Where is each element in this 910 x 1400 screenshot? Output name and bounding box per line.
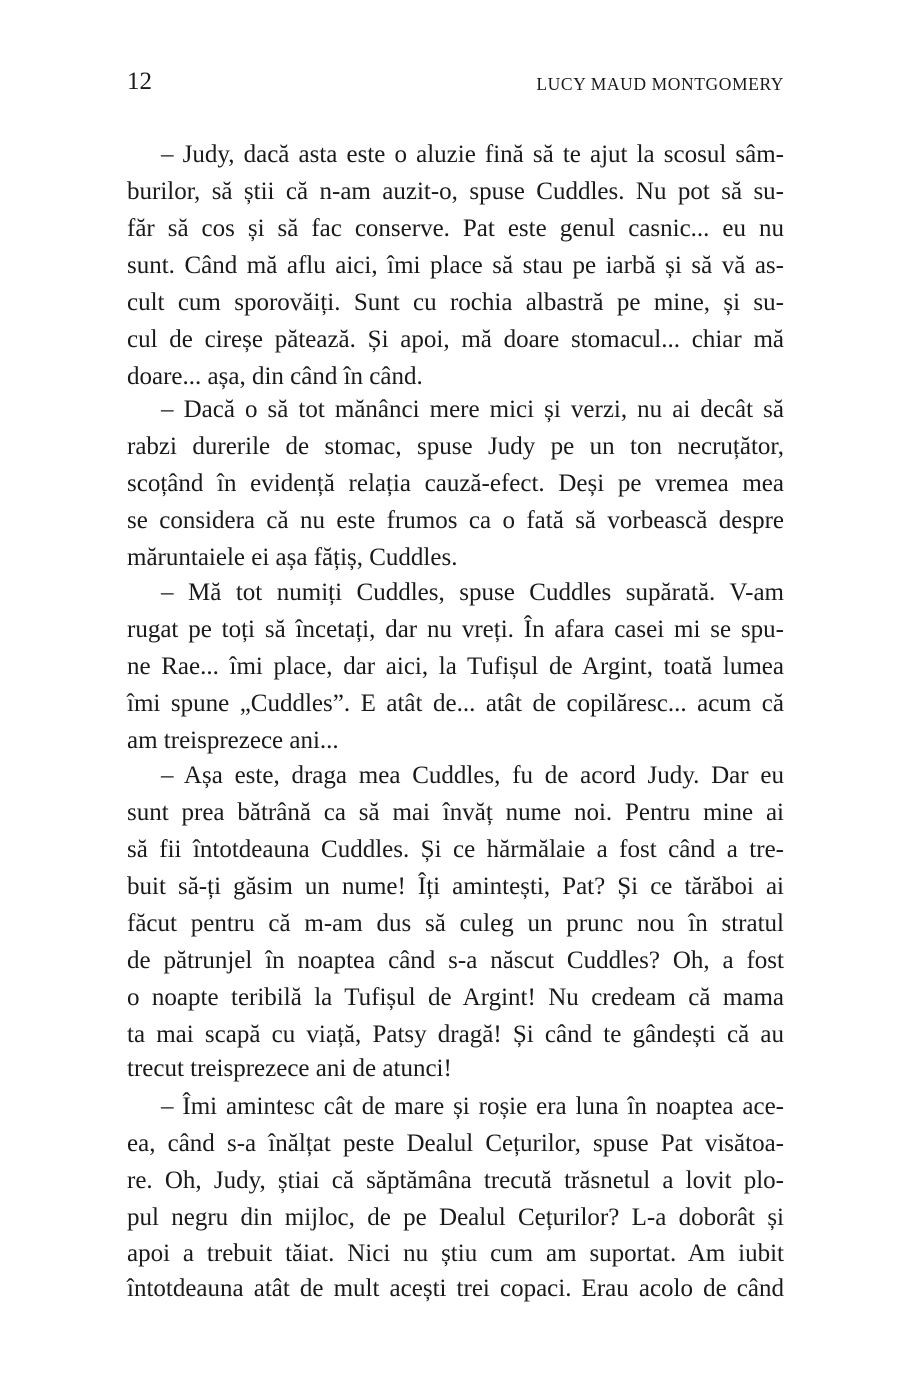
text-line: buit să-ți găsim un nume! Îți amintești, Pat? Și ce tărăboi ai [127,873,784,900]
text-line: cul de cireșe pătează. Și apoi, mă doare stomacul... chiar mă [127,326,784,353]
text-line: sunt. Când mă aflu aici, îmi place să stau pe iarbă și să vă as- [127,252,784,279]
text-line: rabzi durerile de stomac, spuse Judy pe un ton necruțător, [127,433,784,460]
text-line: să fii întotdeauna Cuddles. Și ce hărmălaie a fost când a tre- [127,836,784,863]
text-line: apoi a trebuit tăiat. Nici nu știu cum am suportat. Am iubit [127,1240,784,1267]
running-head: LUCY MAUD MONTGOMERY [536,74,784,94]
text-line: se considera că nu este frumos ca o fată să vorbească despre [127,507,784,534]
text-line: am treisprezece ani... [127,727,339,754]
text-line: întotdeauna atât de mult acești trei copaci. Erau acolo de când [127,1275,784,1302]
text-line: trecut treisprezece ani de atunci! [127,1055,452,1082]
text-line: îmi spune „Cuddles”. E atât de... atât de copilăresc... acum că [127,690,784,717]
text-line: o noapte teribilă la Tufișul de Argint! Nu credeam că mama [127,984,784,1011]
text-line: – Dacă o să tot mănânci mere mici și verzi, nu ai decât să [161,396,784,423]
text-line: măruntaiele ei așa fățiș, Cuddles. [127,544,458,571]
text-line: scoțând în evidență relația cauză-efect. Deși pe vremea mea [127,470,784,497]
text-line: ne Rae... îmi place, dar aici, la Tufișul de Argint, toată lumea [127,653,784,680]
text-line: ea, când s-a înălțat peste Dealul Cețurilor, spuse Pat visătoa- [127,1130,784,1157]
text-line: cult cum sporovăiți. Sunt cu rochia albastră pe mine, și su- [127,289,784,316]
text-line: – Așa este, draga mea Cuddles, fu de acord Judy. Dar eu [161,762,784,789]
text-line: – Îmi amintesc cât de mare și roșie era luna în noaptea ace- [161,1093,784,1120]
text-line: burilor, să știi că n-am auzit-o, spuse Cuddles. Nu pot să su- [127,178,784,205]
text-line: doare... așa, din când în când. [127,363,423,390]
text-line: de pătrunjel în noaptea când s-a născut Cuddles? Oh, a fost [127,947,784,974]
text-line: re. Oh, Judy, știai că săptămâna trecută trăsnetul a lovit plo- [127,1167,784,1194]
text-line: – Mă tot numiți Cuddles, spuse Cuddles supărată. V-am [161,579,784,606]
text-line: ta mai scapă cu viață, Patsy dragă! Și când te gândești că au [127,1021,784,1048]
text-line: pul negru din mijloc, de pe Dealul Cețurilor? L-a doborât și [127,1204,784,1231]
text-line: – Judy, dacă asta este o aluzie fină să te ajut la scosul sâm- [161,141,784,168]
text-line: făcut pentru că m-am dus să culeg un prunc nou în stratul [127,910,784,937]
page-number: 12 [127,68,152,95]
text-line: rugat pe toți să încetați, dar nu vreți. În afara casei mi se spu- [127,616,784,643]
text-line: sunt prea bătrână ca să mai învăț nume noi. Pentru mine ai [127,799,784,826]
text-line: făr să cos și să fac conserve. Pat este genul casnic... eu nu [127,215,784,242]
